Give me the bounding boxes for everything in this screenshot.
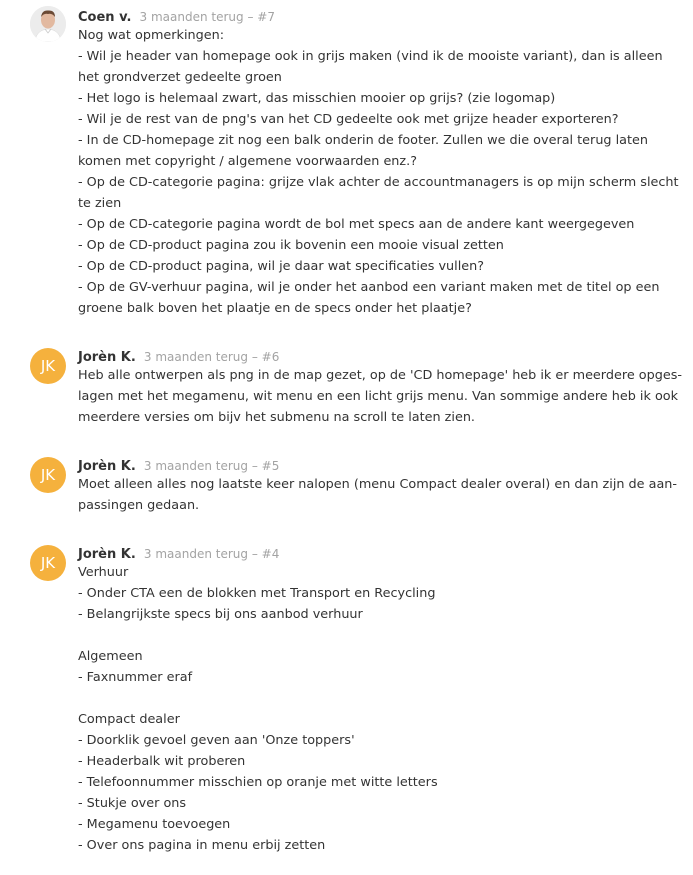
comment-line: Heb alle ontwerpen als png in de map gezet, op de 'CD homepage' heb ik er meerdere opges- [78, 368, 682, 383]
comment-line: - Belangrijkste specs bij ons aanbod verhuur [78, 607, 363, 622]
author-name[interactable]: Jorèn K. [78, 350, 136, 365]
comment-line: Compact dealer [78, 712, 180, 727]
comment-timestamp[interactable]: 3 maanden terug – #7 [139, 10, 275, 24]
comment-line: komen met copyright / algemene voorwaarden enz.? [78, 154, 417, 169]
comment-body [78, 25, 677, 319]
comment-timestamp[interactable]: 3 maanden terug – #4 [143, 547, 280, 561]
comment-line: - Faxnummer eraf [78, 670, 193, 685]
comment-line: - Wil je header van homepage ook in grijs maken (vind ik de mooiste variant), dan is alleen [78, 49, 663, 64]
comment-line: - Op de CD-categorie pagina wordt de bol met specs aan de andere kant weergegeven [78, 217, 635, 232]
avatar[interactable] [30, 545, 66, 581]
comment-line: Algemeen [78, 649, 143, 664]
comment-line: - Onder CTA een de blokken met Transport en Recycling [78, 586, 436, 601]
blank-line [78, 625, 677, 646]
comment-line: te zien [78, 196, 122, 211]
comment-line: - Stukje over ons [78, 796, 187, 811]
comment-line: lagen met het megamenu, wit menu en een licht grijs menu. Van sommige andere heb ik ook [78, 389, 679, 404]
comment-line: groene balk boven het plaatje en de specs onder het plaatje? [78, 301, 472, 316]
avatar-initials: JK [40, 357, 56, 375]
comment-line: Nog wat opmerkingen: [78, 28, 225, 43]
author-name[interactable]: Coen v. [78, 10, 132, 25]
blank-line [78, 688, 677, 709]
comment-line: passingen gedaan. [78, 498, 200, 513]
comment-timestamp[interactable]: 3 maanden terug – #5 [143, 459, 280, 473]
comment-body [78, 365, 682, 428]
comment-line: - Op de CD-product pagina zou ik bovenin een mooie visual zetten [78, 238, 504, 253]
author-name[interactable]: Jorèn K. [78, 459, 136, 474]
comment-line: Moet alleen alles nog laatste keer nalopen (menu Compact dealer overal) en dan zijn de aan- [78, 477, 678, 492]
comment-line: meerdere versies om bijv het submenu na scroll te laten zien. [78, 410, 475, 425]
comment-line: - Headerbalk wit proberen [78, 754, 246, 769]
comment-timestamp[interactable]: 3 maanden terug – #6 [143, 350, 280, 364]
comment-line: - Op de CD-product pagina, wil je daar wat specificaties vullen? [78, 259, 485, 274]
comment-line: Verhuur [78, 565, 129, 580]
comment-line: - In de CD-homepage zit nog een balk onderin de footer. Zullen we die overal terug laten [78, 133, 649, 148]
comment-body [78, 474, 677, 516]
comment-line: - Doorklik gevoel geven aan 'Onze toppers' [78, 733, 355, 748]
comment-line: - Over ons pagina in menu erbij zetten [78, 838, 326, 853]
comment-line: - Het logo is helemaal zwart, das misschien mooier op grijs? (zie logomap) [78, 91, 556, 106]
comment-line: - Wil je de rest van de png's van het CD gedeelte ook met grijze header exporteren? [78, 112, 619, 127]
comment-body [78, 562, 677, 856]
avatar[interactable] [30, 348, 66, 384]
avatar[interactable] [30, 457, 66, 493]
avatar-initials: JK [40, 554, 56, 572]
avatar-initials: JK [40, 466, 56, 484]
comment-line: - Megamenu toevoegen [78, 817, 231, 832]
comment-line: het grondverzet gedeelte groen [78, 70, 282, 85]
author-name[interactable]: Jorèn K. [78, 547, 136, 562]
user-photo-icon [30, 6, 66, 42]
comment-line: - Op de CD-categorie pagina: grijze vlak achter de accountmanagers is op mijn scherm slecht [78, 175, 679, 190]
comment-line: - Op de GV-verhuur pagina, wil je onder het aanbod een variant maken met de titel op een [78, 280, 660, 295]
avatar[interactable] [30, 6, 66, 42]
comment-line: - Telefoonnummer misschien op oranje met witte letters [78, 775, 438, 790]
